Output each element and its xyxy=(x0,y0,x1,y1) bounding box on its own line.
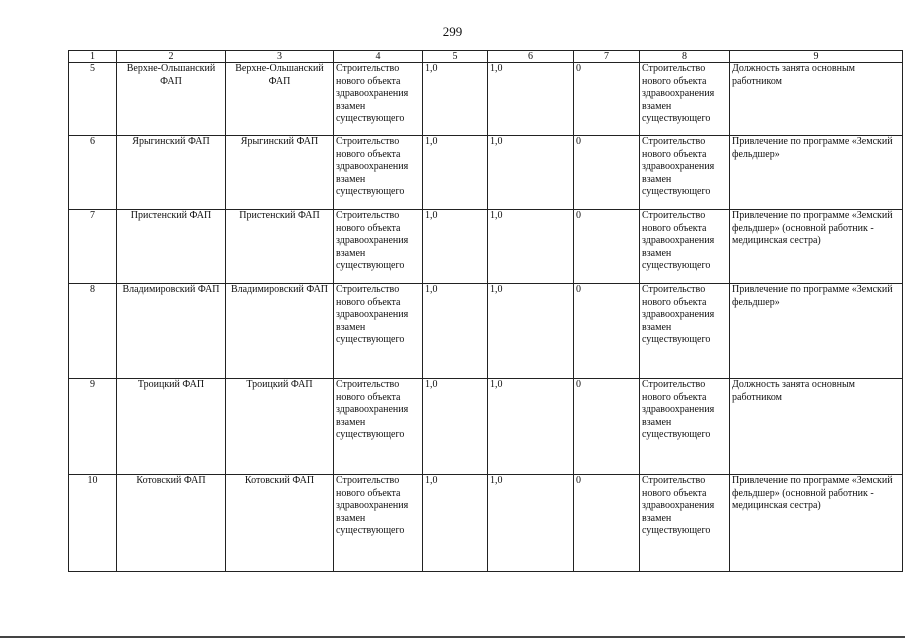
description-cell: Строительство нового объекта здравоохранения взамен существующего xyxy=(640,284,730,379)
value-col-5-cell: 1,0 xyxy=(423,284,488,379)
value-col-6-cell: 1,0 xyxy=(488,475,574,572)
object-name-cell: Ярыгинский ФАП xyxy=(226,136,334,210)
value-col-7-cell: 0 xyxy=(574,379,640,475)
value-col-5-cell: 1,0 xyxy=(423,63,488,136)
value-col-5-cell: 1,0 xyxy=(423,210,488,284)
header-col-2: 2 xyxy=(117,51,226,63)
table-row xyxy=(69,63,903,136)
row-number-cell: 5 xyxy=(69,63,117,136)
header-row xyxy=(69,51,903,63)
header-col-4: 4 xyxy=(334,51,423,63)
object-name-cell: Троицкий ФАП xyxy=(226,379,334,475)
facility-name-cell: Ярыгинский ФАП xyxy=(117,136,226,210)
description-cell: Строительство нового объекта здравоохранения взамен существующего xyxy=(640,475,730,572)
value-col-6-cell: 1,0 xyxy=(488,379,574,475)
facility-table xyxy=(68,50,903,572)
table-row xyxy=(69,136,903,210)
header-col-7: 7 xyxy=(574,51,640,63)
value-col-6-cell: 1,0 xyxy=(488,210,574,284)
work-type-cell: Строительство нового объекта здравоохранения взамен существующего xyxy=(334,63,423,136)
facility-name-cell: Пристенский ФАП xyxy=(117,210,226,284)
row-number-cell: 6 xyxy=(69,136,117,210)
work-type-cell: Строительство нового объекта здравоохранения взамен существующего xyxy=(334,475,423,572)
staffing-note-cell: Привлечение по программе «Земский фельдшер» (основной работник - медицинская сестра) xyxy=(730,210,903,284)
value-col-7-cell: 0 xyxy=(574,475,640,572)
object-name-cell: Владимировский ФАП xyxy=(226,284,334,379)
value-col-6-cell: 1,0 xyxy=(488,136,574,210)
row-number-cell: 7 xyxy=(69,210,117,284)
work-type-cell: Строительство нового объекта здравоохранения взамен существующего xyxy=(334,284,423,379)
object-name-cell: Пристенский ФАП xyxy=(226,210,334,284)
row-number-cell: 10 xyxy=(69,475,117,572)
table-body xyxy=(69,63,903,572)
page-number: 299 xyxy=(442,24,463,39)
description-cell: Строительство нового объекта здравоохранения взамен существующего xyxy=(640,210,730,284)
object-name-cell: Верхне-Ольшанский ФАП xyxy=(226,63,334,136)
facility-name-cell: Верхне-Ольшанский ФАП xyxy=(117,63,226,136)
facility-name-cell: Котовский ФАП xyxy=(117,475,226,572)
table-row xyxy=(69,475,903,572)
table-row xyxy=(69,379,903,475)
header-col-9: 9 xyxy=(730,51,903,63)
value-col-5-cell: 1,0 xyxy=(423,379,488,475)
header-col-8: 8 xyxy=(640,51,730,63)
value-col-7-cell: 0 xyxy=(574,284,640,379)
table-row xyxy=(69,210,903,284)
description-cell: Строительство нового объекта здравоохранения взамен существующего xyxy=(640,379,730,475)
description-cell: Строительство нового объекта здравоохранения взамен существующего xyxy=(640,136,730,210)
row-number-cell: 8 xyxy=(69,284,117,379)
value-col-5-cell: 1,0 xyxy=(423,136,488,210)
value-col-7-cell: 0 xyxy=(574,63,640,136)
work-type-cell: Строительство нового объекта здравоохранения взамен существующего xyxy=(334,379,423,475)
staffing-note-cell: Привлечение по программе «Земский фельдшер» (основной работник - медицинская сестра) xyxy=(730,475,903,572)
page-bottom-edge xyxy=(0,636,905,638)
staffing-note-cell: Привлечение по программе «Земский фельдшер» xyxy=(730,284,903,379)
value-col-7-cell: 0 xyxy=(574,210,640,284)
staffing-note-cell: Должность занята основным работником xyxy=(730,379,903,475)
description-cell: Строительство нового объекта здравоохранения взамен существующего xyxy=(640,63,730,136)
table-row xyxy=(69,284,903,379)
value-col-6-cell: 1,0 xyxy=(488,284,574,379)
work-type-cell: Строительство нового объекта здравоохранения взамен существующего xyxy=(334,136,423,210)
facility-name-cell: Владимировский ФАП xyxy=(117,284,226,379)
row-number-cell: 9 xyxy=(69,379,117,475)
value-col-5-cell: 1,0 xyxy=(423,475,488,572)
header-col-1: 1 xyxy=(69,51,117,63)
header-col-3: 3 xyxy=(226,51,334,63)
work-type-cell: Строительство нового объекта здравоохранения взамен существующего xyxy=(334,210,423,284)
header-col-5: 5 xyxy=(423,51,488,63)
value-col-7-cell: 0 xyxy=(574,136,640,210)
staffing-note-cell: Должность занята основным работником xyxy=(730,63,903,136)
object-name-cell: Котовский ФАП xyxy=(226,475,334,572)
header-col-6: 6 xyxy=(488,51,574,63)
staffing-note-cell: Привлечение по программе «Земский фельдшер» xyxy=(730,136,903,210)
facility-name-cell: Троицкий ФАП xyxy=(117,379,226,475)
value-col-6-cell: 1,0 xyxy=(488,63,574,136)
